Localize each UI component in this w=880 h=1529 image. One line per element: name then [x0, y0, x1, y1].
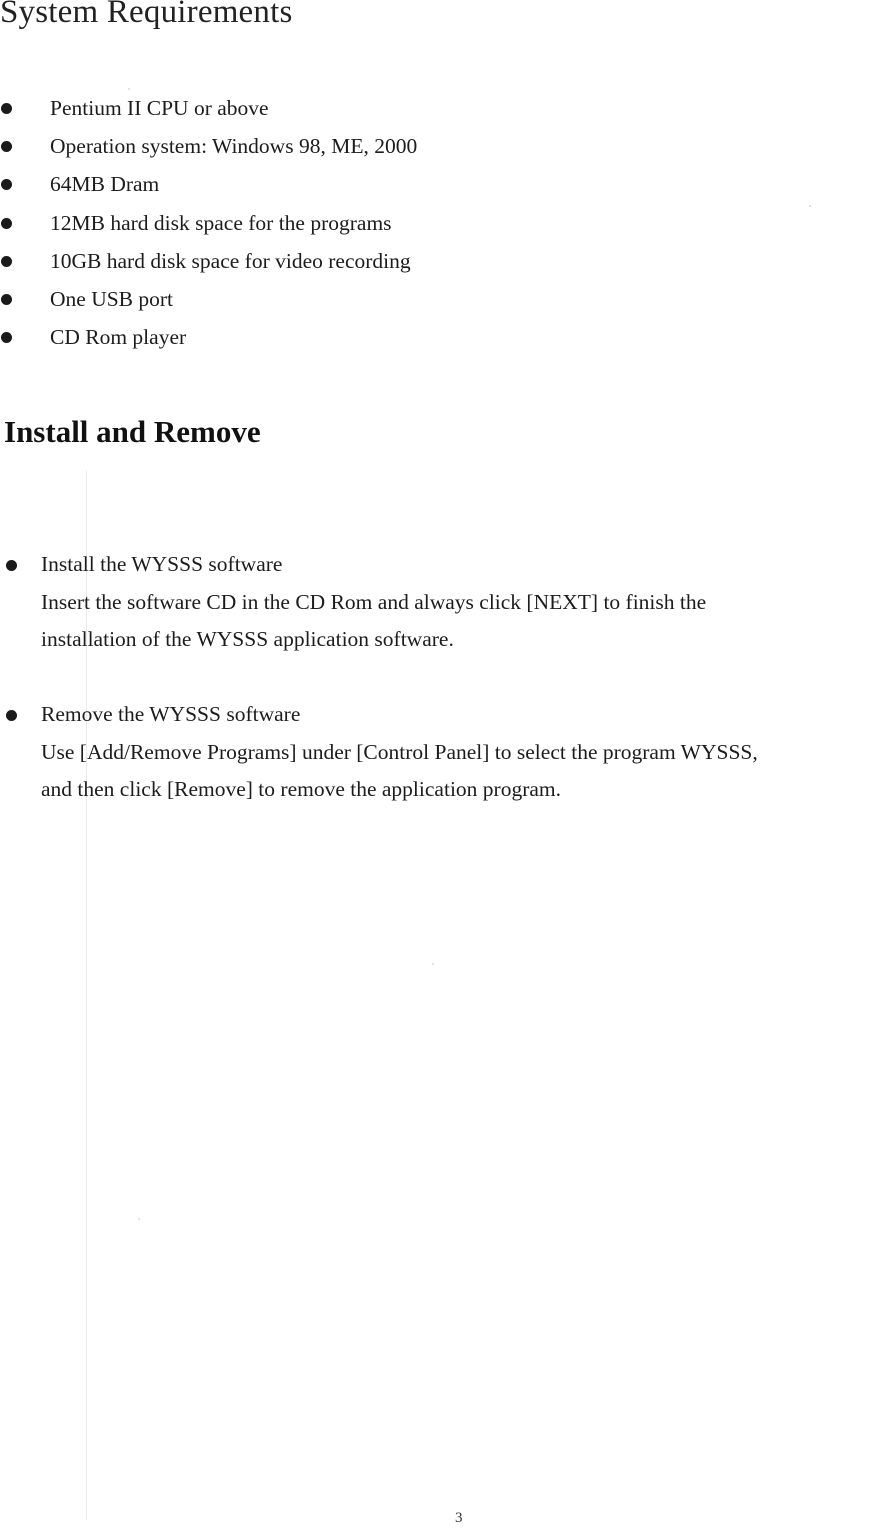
list-item-text: Pentium II CPU or above [50, 96, 269, 120]
section-title-system-requirements: System Requirements [0, 0, 293, 30]
bullet-icon [1, 256, 12, 267]
bullet-icon [1, 141, 12, 152]
scan-speck [809, 205, 811, 207]
bullet-icon [1, 179, 12, 190]
list-item-text: 12MB hard disk space for the programs [50, 210, 392, 235]
install-text-line: Insert the software CD in the CD Rom and always click [NEXT] to finish the [41, 590, 707, 614]
install-heading: Install the WYSSS software [41, 552, 283, 576]
bullet-icon [1, 294, 12, 305]
section-title-install-remove: Install and Remove [4, 414, 261, 449]
list-item-text: One USB port [50, 286, 174, 311]
remove-heading: Remove the WYSSS software [41, 702, 301, 726]
remove-text-line: Use [Add/Remove Programs] under [Control Panel] to select the program WYSSS, [41, 740, 758, 764]
list-item-text: 10GB hard disk space for video recording [50, 248, 411, 273]
install-text-line: installation of the WYSSS application software. [41, 627, 454, 651]
scan-speck [138, 1218, 140, 1220]
list-item-text: 64MB Dram [50, 172, 160, 197]
list-item-text: Operation system: Windows 98, ME, 2000 [50, 134, 418, 159]
scan-speck [128, 88, 130, 90]
scan-speck [432, 963, 434, 965]
bullet-icon [1, 332, 12, 343]
page-number: 3 [455, 1510, 463, 1526]
bullet-icon [6, 560, 17, 571]
bullet-icon [1, 103, 12, 114]
bullet-icon [1, 218, 12, 229]
bullet-icon [6, 710, 17, 721]
remove-text-line: and then click [Remove] to remove the application program. [41, 777, 561, 801]
list-item-text: CD Rom player [50, 325, 187, 350]
